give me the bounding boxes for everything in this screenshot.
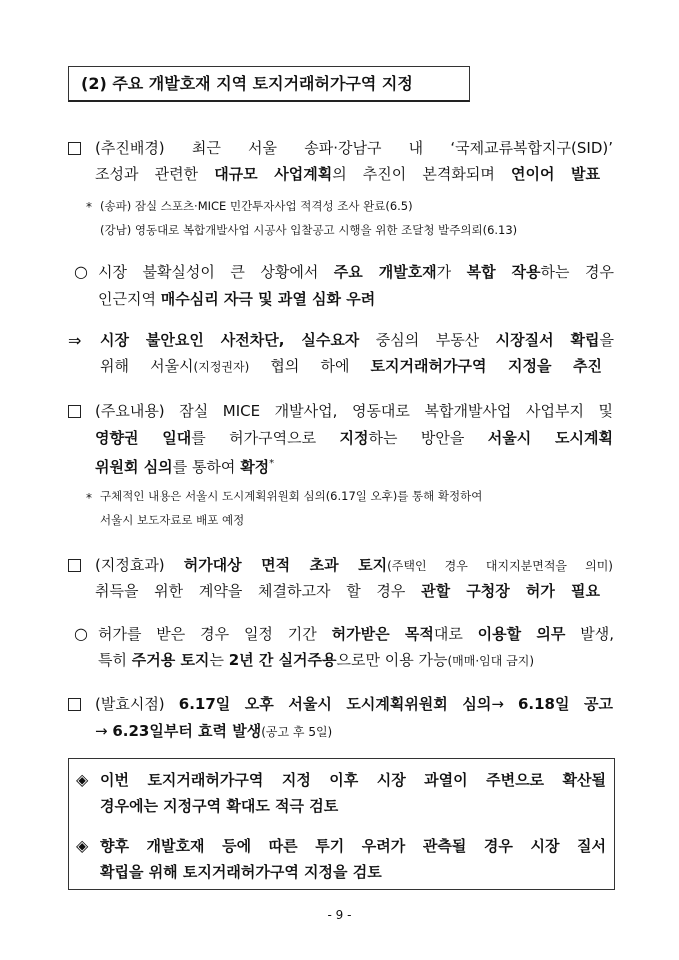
content-line-2: 영향권 일대를 허가구역으로 지정하는 방안을 서울시 도시계획 xyxy=(95,429,613,447)
diamond-bullet-icon: ◈ xyxy=(76,770,89,789)
section-title: (2) 주요 개발호재 지역 토지거래허가구역 지정 xyxy=(68,66,470,102)
background-concern-line-2: 인근지역 매수심리 자극 및 과열 심화 우려 xyxy=(98,290,376,308)
effect-condition-line-1: 허가를 받은 경우 일정 기간 허가받은 목적대로 이용할 의무 발생, xyxy=(98,625,614,643)
arrow-icon: ⇒ xyxy=(68,331,82,350)
checkbox-square-icon xyxy=(68,559,81,572)
background-line-2: 조성과 관련한 대규모 사업계획의 추진이 본격화되며 연이어 발표 xyxy=(95,165,601,183)
effect-line-2: 취득을 위한 계약을 체결하고자 할 경우 관할 구청장 허가 필요 xyxy=(95,582,601,600)
note-1-line-2: 경우에는 지정구역 확대도 적극 검토 xyxy=(100,797,339,815)
background-note-1: (송파) 잠실 스포츠·MICE 민간투자사업 적격성 조사 완료(6.5) xyxy=(100,199,413,213)
note-1-line-1: 이번 토지거래허가구역 지정 이후 시장 과열이 주변으로 확산될 xyxy=(100,771,606,789)
asterisk-icon: * xyxy=(86,491,92,505)
effect-condition-line-2: 특히 주거용 토지는 2년 간 실거주용으로만 이용 가능(매매·임대 금지) xyxy=(98,651,535,669)
content-line-1: (주요내용) 잠실 MICE 개발사업, 영동대로 복합개발사업 사업부지 및 xyxy=(95,402,613,420)
content-note-1: 구체적인 내용은 서울시 도시계획위원회 심의(6.17일 오후)를 통해 확정하여 xyxy=(100,489,483,503)
background-concern-line-1: 시장 불확실성이 큰 상황에서 주요 개발호재가 복합 작용하는 경우 xyxy=(98,263,614,281)
content-line-3: 위원회 심의를 통하여 확정* xyxy=(95,458,275,476)
background-line-1: (추진배경) 최근 서울 송파·강남구 내 ‘국제교류복합지구(SID)’ xyxy=(95,139,613,157)
checkbox-square-icon xyxy=(68,142,81,155)
effect-line-1: (지정효과) 허가대상 면적 초과 토지(주택인 경우 대지지분면적을 의미) xyxy=(95,556,613,574)
note-2-line-2: 확립을 위해 토지거래허가구역 지정을 검토 xyxy=(100,863,382,881)
page-number: - 9 - xyxy=(327,908,352,922)
bullet-circle-icon: ○ xyxy=(74,624,88,643)
checkbox-square-icon xyxy=(68,405,81,418)
background-action-line-2: 위해 서울시(지정권자) 협의 하에 토지거래허가구역 지정을 추진 xyxy=(100,357,602,375)
asterisk-icon: * xyxy=(86,200,92,214)
note-2-line-1: 향후 개발호재 등에 따른 투기 우려가 관측될 경우 시장 질서 xyxy=(100,837,606,855)
timing-line-1: (발효시점) 6.17일 오후 서울시 도시계획위원회 심의→ 6.18일 공고 xyxy=(95,695,614,713)
timing-line-2: → 6.23일부터 효력 발생(공고 후 5일) xyxy=(95,722,333,740)
diamond-bullet-icon: ◈ xyxy=(76,836,89,855)
checkbox-square-icon xyxy=(68,698,81,711)
background-action-line-1: 시장 불안요인 사전차단, 실수요자 중심의 부동산 시장질서 확립을 xyxy=(100,331,614,349)
content-note-2: 서울시 보도자료로 배포 예정 xyxy=(100,513,245,527)
background-note-2: (강남) 영동대로 복합개발사업 시공사 입찰공고 시행을 위한 조달청 발주의뢰(6.13) xyxy=(100,223,518,237)
bullet-circle-icon: ○ xyxy=(74,262,88,281)
